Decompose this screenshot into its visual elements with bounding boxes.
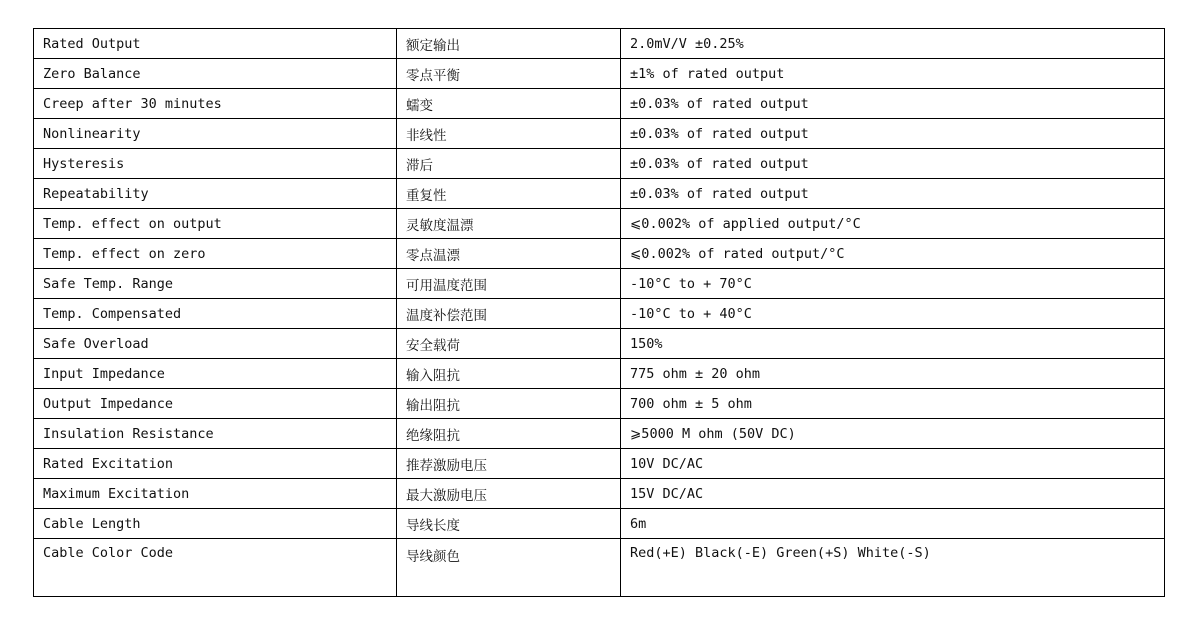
spec-value: 15V DC/AC bbox=[621, 479, 1165, 509]
table-row bbox=[34, 59, 1165, 89]
table-row bbox=[34, 239, 1165, 269]
spec-name-zh: 输入阻抗 bbox=[397, 359, 621, 389]
spec-name-en: Rated Excitation bbox=[34, 449, 397, 479]
spec-name-en: Temp. Compensated bbox=[34, 299, 397, 329]
spec-name-en: Output Impedance bbox=[34, 389, 397, 419]
spec-value: 150% bbox=[621, 329, 1165, 359]
table-row bbox=[34, 149, 1165, 179]
spec-value: 700 ohm ± 5 ohm bbox=[621, 389, 1165, 419]
spec-name-en: Input Impedance bbox=[34, 359, 397, 389]
table-row bbox=[34, 479, 1165, 509]
spec-name-zh: 额定输出 bbox=[397, 29, 621, 59]
spec-name-zh: 灵敏度温漂 bbox=[397, 209, 621, 239]
spec-name-en: Creep after 30 minutes bbox=[34, 89, 397, 119]
table-row bbox=[34, 299, 1165, 329]
spec-value: ⩾5000 M ohm (50V DC) bbox=[621, 419, 1165, 449]
table-row bbox=[34, 29, 1165, 59]
spec-name-zh: 温度补偿范围 bbox=[397, 299, 621, 329]
spec-name-zh: 滞后 bbox=[397, 149, 621, 179]
spec-value: ±0.03% of rated output bbox=[621, 149, 1165, 179]
spec-name-en: Repeatability bbox=[34, 179, 397, 209]
table-row bbox=[34, 89, 1165, 119]
table-row bbox=[34, 269, 1165, 299]
table-row bbox=[34, 509, 1165, 539]
spec-name-zh: 最大激励电压 bbox=[397, 479, 621, 509]
table-row bbox=[34, 119, 1165, 149]
spec-name-zh: 安全载荷 bbox=[397, 329, 621, 359]
spec-name-en: Hysteresis bbox=[34, 149, 397, 179]
spec-name-zh: 输出阻抗 bbox=[397, 389, 621, 419]
spec-name-en: Safe Overload bbox=[34, 329, 397, 359]
spec-name-zh: 绝缘阻抗 bbox=[397, 419, 621, 449]
spec-value: ±0.03% of rated output bbox=[621, 119, 1165, 149]
spec-value: Red(+E) Black(-E) Green(+S) White(-S) bbox=[621, 539, 1165, 597]
spec-name-zh: 可用温度范围 bbox=[397, 269, 621, 299]
spec-value: -10°C to + 70°C bbox=[621, 269, 1165, 299]
spec-value: ⩽0.002% of applied output/°C bbox=[621, 209, 1165, 239]
spec-name-en: Cable Length bbox=[34, 509, 397, 539]
table-row bbox=[34, 179, 1165, 209]
spec-name-zh: 蠕变 bbox=[397, 89, 621, 119]
spec-value: 6m bbox=[621, 509, 1165, 539]
spec-value: 10V DC/AC bbox=[621, 449, 1165, 479]
spec-name-zh: 重复性 bbox=[397, 179, 621, 209]
spec-name-zh: 推荐激励电压 bbox=[397, 449, 621, 479]
spec-name-en: Rated Output bbox=[34, 29, 397, 59]
spec-value: ±0.03% of rated output bbox=[621, 89, 1165, 119]
spec-name-en: Nonlinearity bbox=[34, 119, 397, 149]
table-row bbox=[34, 209, 1165, 239]
spec-name-zh: 非线性 bbox=[397, 119, 621, 149]
spec-name-en: Zero Balance bbox=[34, 59, 397, 89]
table-row bbox=[34, 539, 1165, 597]
spec-value: -10°C to + 40°C bbox=[621, 299, 1165, 329]
spec-name-zh: 导线颜色 bbox=[397, 539, 621, 597]
spec-table bbox=[33, 28, 1165, 597]
spec-name-en: Temp. effect on zero bbox=[34, 239, 397, 269]
spec-name-en: Safe Temp. Range bbox=[34, 269, 397, 299]
table-row bbox=[34, 419, 1165, 449]
spec-value: ±0.03% of rated output bbox=[621, 179, 1165, 209]
table-row bbox=[34, 329, 1165, 359]
spec-value: 2.0mV/V ±0.25% bbox=[621, 29, 1165, 59]
spec-name-en: Cable Color Code bbox=[34, 539, 397, 597]
spec-name-zh: 零点平衡 bbox=[397, 59, 621, 89]
table-row bbox=[34, 359, 1165, 389]
spec-name-en: Temp. effect on output bbox=[34, 209, 397, 239]
spec-name-zh: 导线长度 bbox=[397, 509, 621, 539]
table-row bbox=[34, 449, 1165, 479]
spec-value: 775 ohm ± 20 ohm bbox=[621, 359, 1165, 389]
spec-name-zh: 零点温漂 bbox=[397, 239, 621, 269]
spec-name-en: Insulation Resistance bbox=[34, 419, 397, 449]
spec-value: ⩽0.002% of rated output/°C bbox=[621, 239, 1165, 269]
spec-value: ±1% of rated output bbox=[621, 59, 1165, 89]
spec-name-en: Maximum Excitation bbox=[34, 479, 397, 509]
table-row bbox=[34, 389, 1165, 419]
